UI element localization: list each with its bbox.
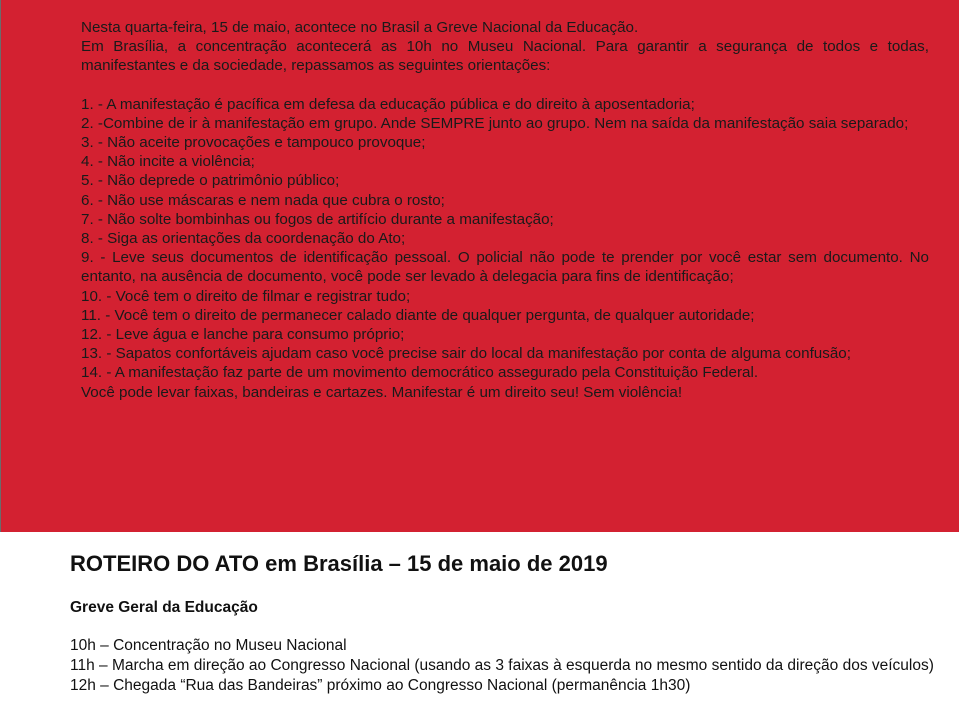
list-item: 14. - A manifestação faz parte de um movimento democrático assegurado pela Constituição Federal. <box>81 364 759 382</box>
roteiro-title: ROTEIRO DO ATO em Brasília – 15 de maio de 2019 <box>70 551 608 576</box>
list-item: 11. - Você tem o direito de permanecer calado diante de qualquer pergunta, de qualquer autoridade; <box>81 306 755 324</box>
roteiro-subtitle: Greve Geral da Educação <box>70 599 258 616</box>
list-item: 1. - A manifestação é pacífica em defesa da educação pública e do direito à aposentadoria; <box>81 95 695 113</box>
roteiro-section <box>70 550 940 696</box>
list-item: 5. - Não deprede o patrimônio público; <box>81 172 340 190</box>
schedule-item: 12h – Chegada “Rua das Bandeiras” próximo ao Congresso Nacional (permanência 1h30) <box>70 677 691 694</box>
schedule-list <box>70 636 940 696</box>
list-item: 13. - Sapatos confortáveis ajudam caso você precise sair do local da manifestação por conta de alguma confusão; <box>81 345 851 363</box>
guidelines-list <box>81 95 929 383</box>
list-item: 3. - Não aceite provocações e tampouco provoque; <box>81 134 426 152</box>
list-item: 7. - Não solte bombinhas ou fogos de artifício durante a manifestação; <box>81 210 554 228</box>
list-item: 10. - Você tem o direito de filmar e registrar tudo; <box>81 287 411 305</box>
intro <box>81 18 929 76</box>
intro-line: Nesta quarta-feira, 15 de maio, acontece no Brasil a Greve Nacional da Educação. <box>81 19 639 36</box>
list-item: 2. -Combine de ir à manifestação em grupo. Ande SEMPRE junto ao grupo. Nem na saída da manifestação saia separado; <box>81 114 909 132</box>
list-item: 4. - Não incite a violência; <box>81 153 255 171</box>
notice-text <box>81 18 929 402</box>
list-item: 12. - Leve água e lanche para consumo próprio; <box>81 326 405 344</box>
list-item: 8. - Siga as orientações da coordenação do Ato; <box>81 230 406 248</box>
schedule-item: 11h – Marcha em direção ao Congresso Nacional (usando as 3 faixas à esquerda no mesmo sentido da direção dos veículos) <box>70 657 934 674</box>
closing-line: Você pode levar faixas, bandeiras e cartazes. Manifestar é um direito seu! Sem violência! <box>81 383 683 401</box>
list-item: 9. - Leve seus documentos de identificação pessoal. O policial não pode te prender por você estar sem documento. No entanto, na ausência de documento, você pode ser levado à delegacia para fins de identificação; <box>81 249 929 286</box>
schedule-item: 10h – Concentração no Museu Nacional <box>70 637 347 654</box>
intro-line: Em Brasília, a concentração acontecerá as 10h no Museu Nacional. Para garantir a segurança de todos e todas, manifestantes e da sociedade, repassamos as seguintes orientações: <box>81 38 929 75</box>
list-item: 6. - Não use máscaras e nem nada que cubra o rosto; <box>81 191 445 209</box>
